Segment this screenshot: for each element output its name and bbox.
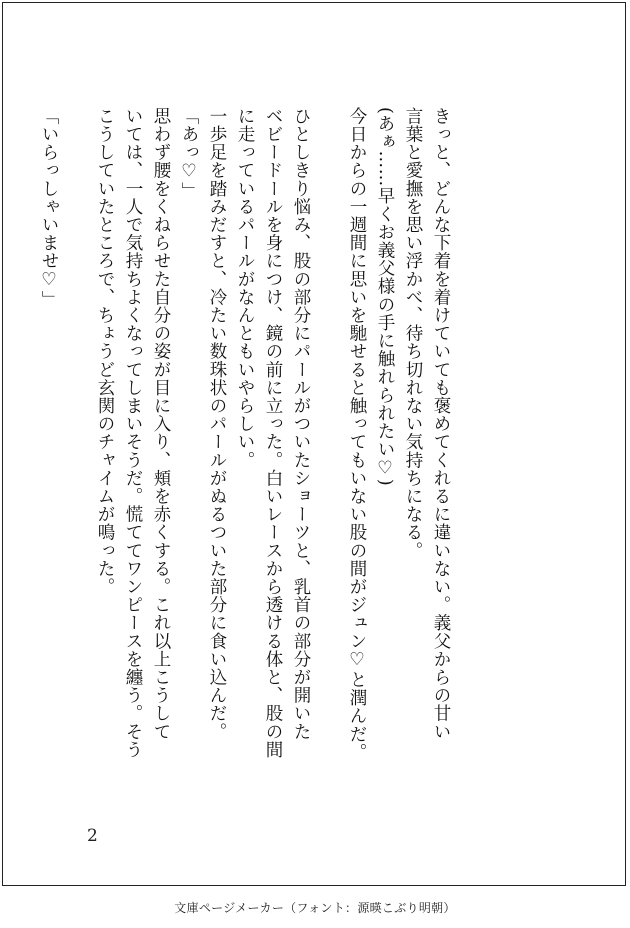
text-line: に走っているパールがなんともいやらしい。 (235, 107, 255, 469)
text-line: 思わず腰をくねらせた自分の姿が目に入り、頬を赤くする。これ以上こうして (151, 107, 171, 741)
text-line: ベビードールを身につけ、鏡の前に立った。白いレースから透ける体と、股の間 (263, 107, 283, 759)
text-line: 「いらっしゃいませ♡」 (39, 107, 59, 309)
text-line: きっと、どんな下着を着けていても褒めてくれるに違いない。義父からの甘い (431, 107, 451, 741)
text-line: 「あっ♡」 (179, 107, 199, 200)
text-line: こうしていたところで、ちょうど玄関のチャイムが鳴った。 (95, 107, 115, 596)
text-line: 一歩足を踏みだすと、冷たい数珠状のパールがぬるついた部分に食い込んだ。 (207, 107, 227, 741)
blank-line (315, 107, 343, 811)
text-line: 今日からの一週間に思いを馳せると触ってもいない股の間がジュン♡と潤んだ。 (347, 107, 367, 762)
text-line: いては、一人で気持ちよくなってしまいそうだ。慌ててワンピースを纏う。そう (123, 107, 143, 759)
text-line: (あぁ……早くお義父様の手に触れられたい♡) (375, 107, 395, 487)
footer-caption: 文庫ページメーカー（フォント：源暎こぶり明朝） (174, 901, 456, 915)
text-line: ひとしきり悩み、股の部分にパールがついたショーツと、乳首の部分が開いた (291, 107, 311, 741)
page-frame (2, 2, 626, 886)
page-number: 2 (87, 826, 98, 846)
blank-line (63, 107, 91, 811)
text-line: 言葉と愛撫を思い浮かべ、待ち切れない気持ちになる。 (403, 107, 423, 560)
body-text (35, 107, 455, 811)
